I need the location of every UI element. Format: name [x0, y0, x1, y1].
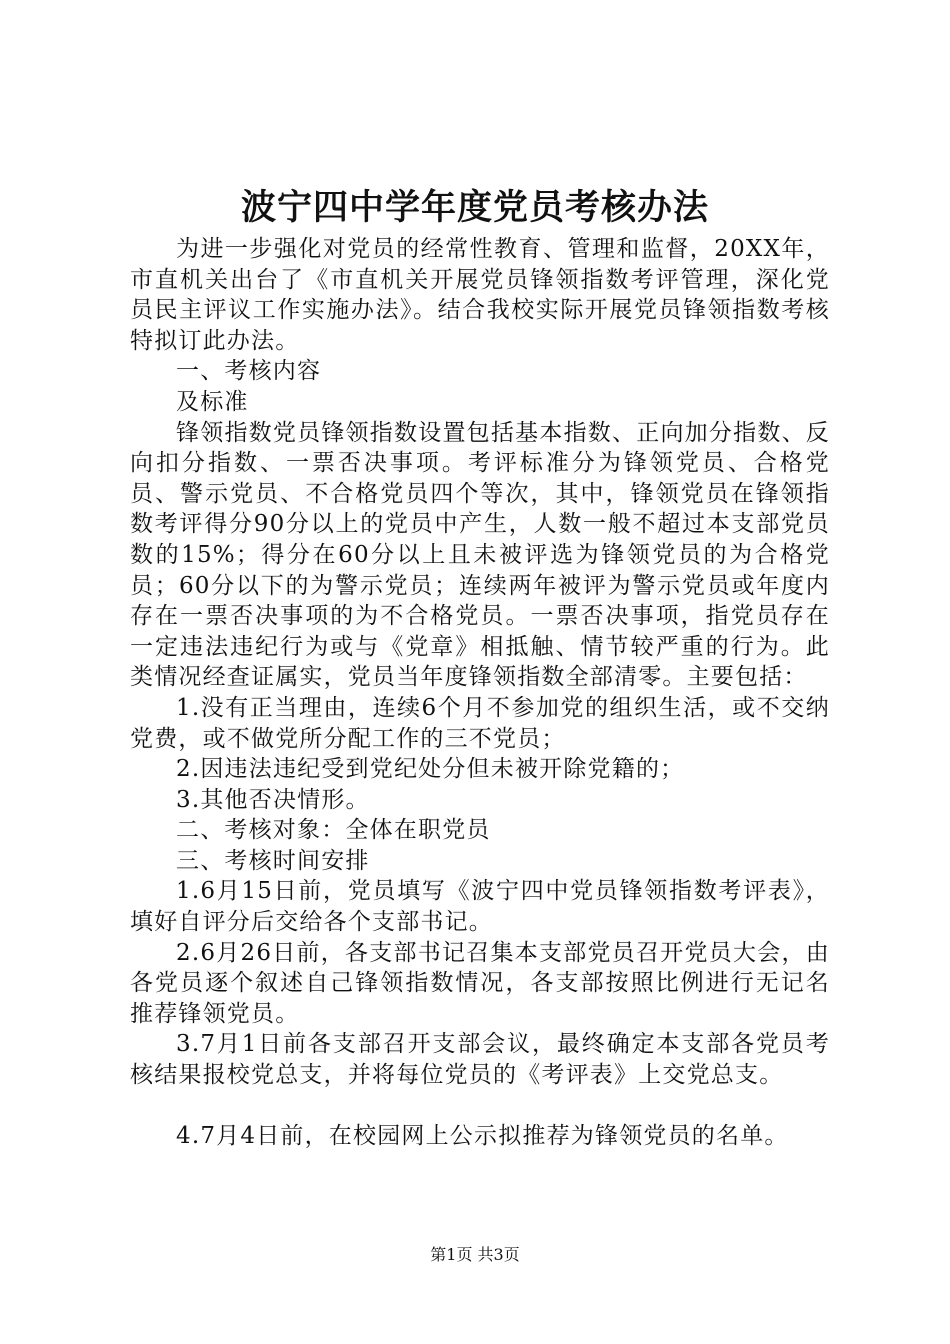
intro-paragraph: 为进一步强化对党员的经常性教育、管理和监督，20XX年，市直机关出台了《市直机关开展党员锋领指数考评管理，深化党员民主评议工作实施办法》。结合我校实际开展党员锋领指数考核特拟订此办法。	[130, 236, 830, 354]
section-heading-content: 一、考核内容	[176, 358, 322, 385]
veto-item-1: 1.没有正当理由，连续6个月不参加党的组织生活，或不交纳党费，或不做党所分配工作的三不党员；	[130, 694, 830, 752]
standards-paragraph: 锋领指数党员锋领指数设置包括基本指数、正向加分指数、反向扣分指数、一票否决事项。考评标准分为锋领党员、合格党员、警示党员、不合格党员四个等次，其中，锋领党员在锋领指数考评得分90分以上的党员中产生，人数一般不超过本支部党员数的15%；得分在60分以上且未被评选为锋领党员的为合格党员；60分以下的为警示党员；连续两年被评为警示党员或年度内存在一票否决事项的为不合格党员。一票否决事项，指党员存在一定违法违纪行为或与《党章》相抵触、情节较严重的行为。此类情况经查证属实，党员当年度锋领指数全部清零。主要包括：	[130, 419, 830, 691]
schedule-item-3: 3.7月1日前各支部召开支部会议，最终确定本支部各党员考核结果报校党总支，并将每位党员的《考评表》上交党总支。	[130, 1031, 830, 1089]
document-body	[130, 234, 830, 1151]
veto-item-3: 3.其他否决情形。	[176, 786, 370, 813]
section-heading-target: 二、考核对象：全体在职党员	[176, 817, 491, 844]
section-heading-schedule: 三、考核时间安排	[176, 847, 370, 874]
veto-item-2: 2.因违法违纪受到党纪处分但未被开除党籍的；	[176, 756, 685, 783]
section-heading-standard: 及标准	[176, 388, 249, 415]
page-number-footer: 第1页 共3页	[430, 1245, 520, 1264]
document-title: 波宁四中学年度党员考核办法	[240, 187, 709, 228]
schedule-item-1: 1.6月15日前，党员填写《波宁四中党员锋领指数考评表》，填好自评分后交给各个支部书记。	[130, 878, 830, 936]
schedule-item-4: 4.7月4日前，在校园网上公示拟推荐为锋领党员的名单。	[176, 1122, 789, 1149]
schedule-item-2: 2.6月26日前，各支部书记召集本支部党员召开党员大会，由各党员逐个叙述自己锋领指数情况，各支部按照比例进行无记名推荐锋领党员。	[130, 939, 830, 1027]
